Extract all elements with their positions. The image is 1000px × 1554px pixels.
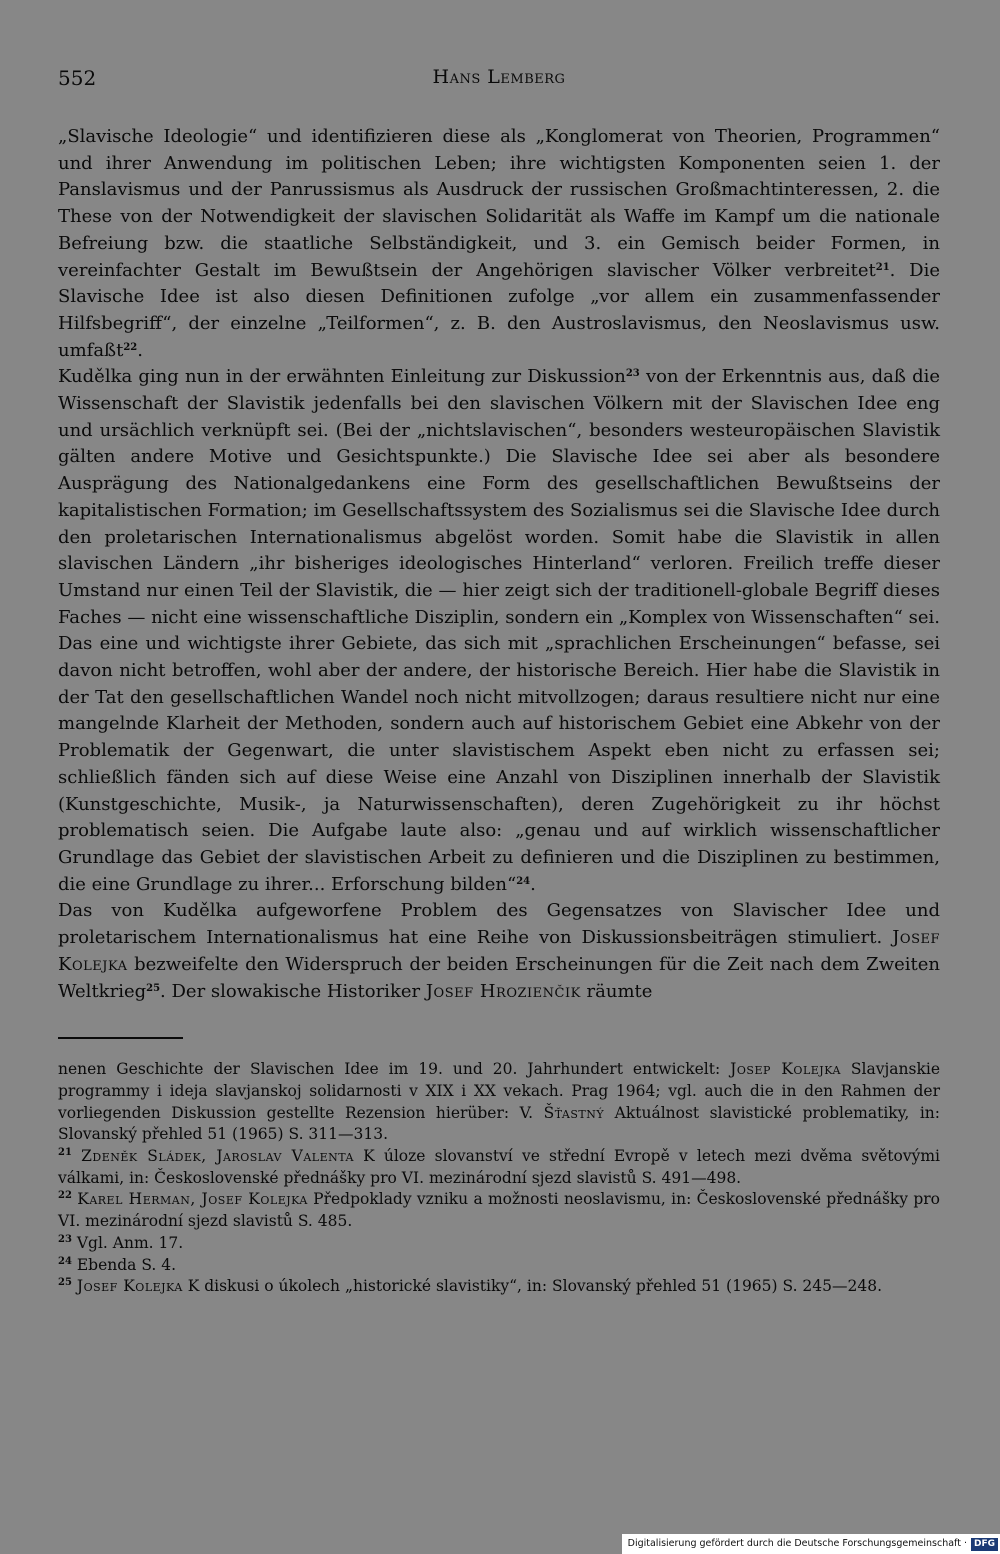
footnote-25: $^{25}$ Josef Kolejka K diskusi o úkolech „historické slavistiky“, in: Slovanský přehled 51 (1965) S. 245—248. (58, 1277, 883, 1296)
footnote-ref-22: 22 (123, 341, 138, 353)
footnote-24: $^{24}$ Ebenda S. 4. (58, 1255, 177, 1274)
digitization-footer (622, 1534, 1000, 1554)
body-text (58, 124, 940, 1005)
footnote-ref-24: 24 (516, 875, 531, 887)
running-head: Hans Lemberg (432, 66, 566, 88)
page-header (58, 66, 940, 94)
footnote-ref-21: 21 (875, 261, 890, 273)
footnote-continued: nenen Geschichte der Slavischen Idee im 19. und 20. Jahrhundert entwickelt: Josep Kolejka Slavjanskie programmy i ideja slavjanskoj solidarnosti v XIX i XX vekach. Prag 1964; vgl. auch die in den Rahmen der vorliegenden Diskussion gestellte Rezension hierüber: V. Šťastný Aktuálnost slavistické problematiky, in: Slovanský přehled 51 (1965) S. 311—313. (58, 1060, 940, 1144)
footnotes (58, 1059, 940, 1298)
page (58, 66, 940, 1298)
paragraph-1: „Slavische Ideologie“ und identifizieren diese als „Konglomerat von Theorien, Programmen“ und ihrer Anwendung im politischen Leben; ihre wichtigsten Komponenten seien 1. der Panslavismus und der Panrussismus als Ausdruck der russischen Großmachtinteressen, 2. die These von der Notwendigkeit der slavischen Solidarität als Waffe im Kampf um die nationale Befreiung bzw. die staatliche Selbständigkeit, und 3. ein Gemisch beider Formen, in vereinfachter Gestalt im Bewußtsein der Angehörigen slavischer Völker verbreitet$^{21}$. Die Slavische Idee ist also diesen Definitionen zufolge „vor allem ein zusammenfassender Hilfsbegriff“, der einzelne „Teilformen“, z. B. den Austroslavismus, den Neoslavismus usw. umfaßt$^{22}$. (58, 126, 940, 361)
dfg-logo-icon: DFG (971, 1538, 998, 1551)
footnote-21: $^{21}$ Zdeněk Sládek, Jaroslav Valenta K úloze slovanství ve střední Evropě v letech mezi dvěma světovými válkami, in: Československé přednášky pro VI. mezinárodní sjezd slavistů S. 491—498. (58, 1147, 940, 1187)
paragraph-2: Kudělka ging nun in der erwähnten Einleitung zur Diskussion$^{23}$ von der Erkenntnis aus, daß die Wissenschaft der Slavistik jedenfalls bei den slavischen Völkern mit der Slavischen Idee eng und ursächlich verknüpft sei. (Bei der „nichtslavischen“, besonders westeuropäischen Slavistik gälten andere Motive und Gesichtspunkte.) Die Slavische Idee sei aber als besondere Ausprägung des Nationalgedankens eine Form des gesellschaftlichen Bewußtseins der kapitalistischen Formation; im Gesellschaftssystem des Sozialismus sei die Slavische Idee durch den proletarischen Internationalismus abgelöst worden. Somit habe die Slavistik in allen slavischen Ländern „ihr bisheriges ideologisches Hinterland“ verloren. Freilich treffe dieser Umstand nur einen Teil der Slavistik, die — hier zeigt sich der traditionell-globale Begriff dieses Faches — nicht eine wissenschaftliche Disziplin, sondern ein „Komplex von Wissenschaften“ sei. Das eine und wichtigste ihrer Gebiete, das sich mit „sprachlichen Erscheinungen“ befasse, sei davon nicht betroffen, wohl aber der andere, der historische Bereich. Hier habe die Slavistik in der Tat den gesellschaftlichen Wandel noch nicht mitvollzogen; daraus resultiere nicht nur eine mangelnde Klarheit der Methoden, sondern auch auf historischem Gebiet eine Abkehr von der Problematik der Gegenwart, die unter slavistischem Aspekt eben nicht zu erfassen sei; schließlich fänden sich auf diese Weise eine Anzahl von Disziplinen innerhalb der Slavistik (Kunstgeschichte, Musik-, ja Naturwissenschaften), deren Zugehörigkeit zu ihr höchst problematisch seien. Die Aufgabe laute also: „genau und auf wirklich wissenschaftlicher Grundlage das Gebiet der slavistischen Arbeit zu definieren und die Disziplinen zu bestimmen, die eine Grundlage zu ihrer... Erforschung bilden“$^{24}$. (58, 366, 940, 895)
footnote-ref-23: 23 (625, 368, 640, 380)
author-name: Josef Kolejka (58, 927, 940, 975)
footer-text: Digitalisierung gefördert durch die Deutsche Forschungsgemeinschaft · (627, 1538, 967, 1549)
author-name: Josef Hrozienčik (425, 980, 581, 1002)
footnote-22: $^{22}$ Karel Herman, Josef Kolejka Předpoklady vzniku a možnosti neoslavismu, in: Československé přednášky pro VI. mezinárodní sjezd slavistů S. 485. (58, 1190, 941, 1231)
footnote-ref-25: 25 (146, 982, 161, 994)
paragraph-3: Das von Kudělka aufgeworfene Problem des Gegensatzes von Slavischer Idee und proletarischem Internationalismus hat eine Reihe von Diskussionsbeiträgen stimuliert. Josef Kolejka bezweifelte den Widerspruch der beiden Erscheinungen für die Zeit nach dem Zweiten Weltkrieg$^{25}$. Der slowakische Historiker Josef Hrozienčik räumte (58, 900, 940, 1002)
footnote-divider (58, 1037, 183, 1039)
page-number: 552 (58, 66, 97, 90)
footnote-23: $^{23}$ Vgl. Anm. 17. (58, 1233, 184, 1252)
